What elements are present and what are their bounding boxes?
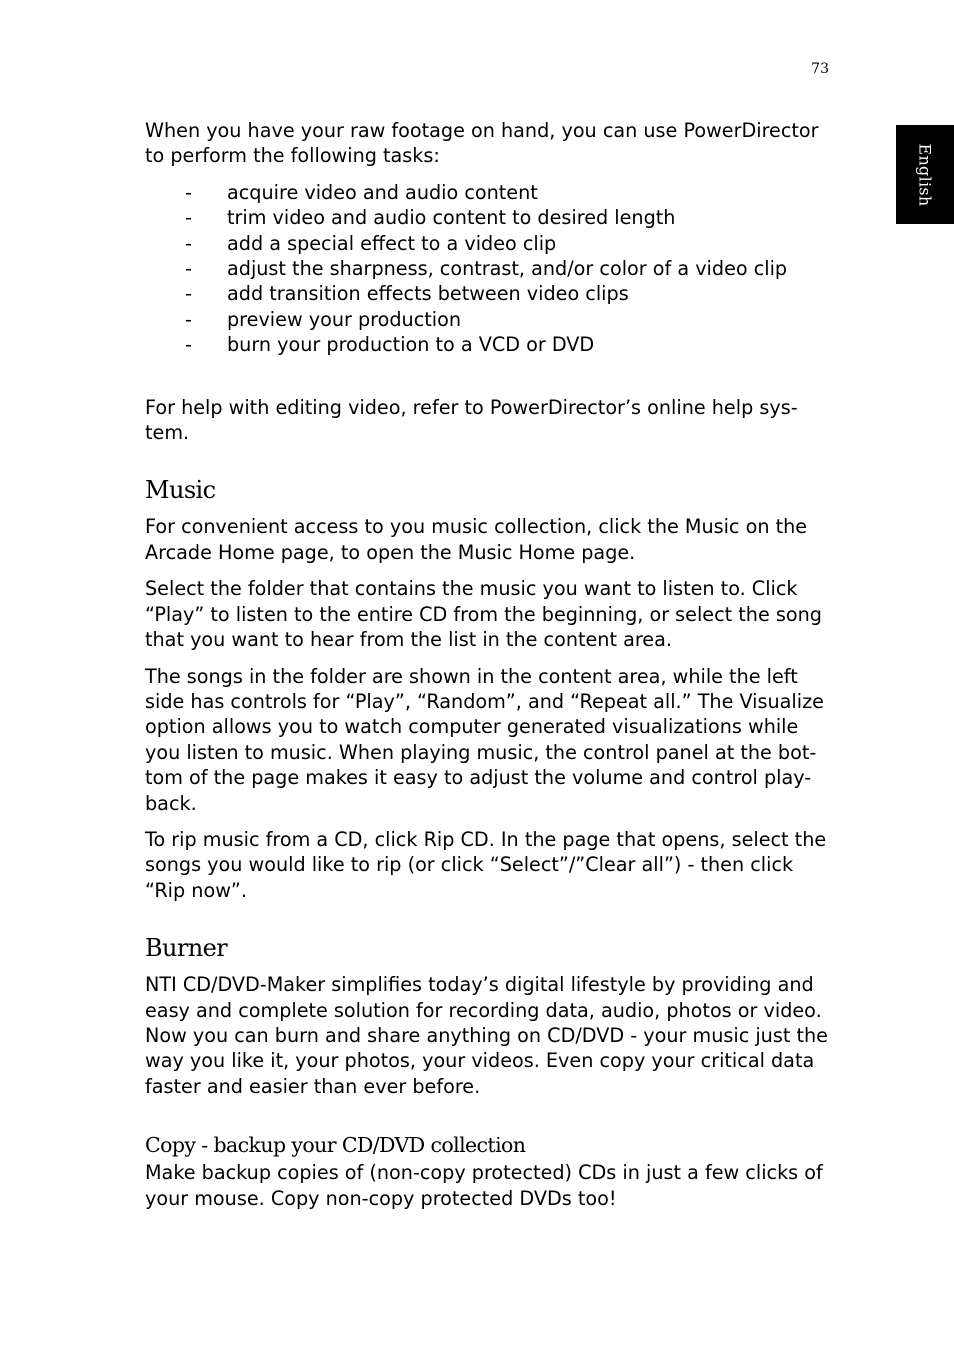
task-list xyxy=(145,180,830,358)
list-item: - burn your production to a VCD or DVD xyxy=(145,332,830,357)
intro-paragraph: When you have your raw footage on hand, you can use PowerDirector to perform the following tasks: xyxy=(145,119,819,168)
music-paragraph-2: Select the folder that contains the music you want to listen to. Click “Play” to listen to the entire CD from the beginning, or select the song that you want to hear from the list in the content area. xyxy=(145,577,822,652)
list-item: - add a special effect to a video clip xyxy=(145,231,830,256)
list-item: - adjust the sharpness, contrast, and/or color of a video clip xyxy=(145,256,830,281)
rip-cd-term: Rip CD xyxy=(423,827,489,851)
music-heading: Music xyxy=(145,476,216,505)
help-paragraph: For help with editing video, refer to PowerDirector’s online help sys-tem. xyxy=(145,395,798,445)
page-number: 73 xyxy=(811,61,829,77)
burner-paragraph: NTI CD/DVD-Maker simplifies today’s digital lifestyle by providing and easy and complete solution for recording data, audio, photos or video. Now you can burn and share anything on CD/DVD - your music just the way you like it, your photos, your videos. Even copy your critical data faster and easier than ever before. xyxy=(145,973,828,1098)
music-p4-text-end: . In the page that opens, select the songs you would like to rip (or click “Select”/”Clear all”) - then click “Rip now”. xyxy=(145,827,827,902)
language-tab-label: English xyxy=(915,142,935,207)
music-paragraph-4 xyxy=(145,827,830,903)
music-p1-text: For convenient access to you music collection, click the xyxy=(145,515,685,539)
music-p1-text-end: on the Arcade Home page, to open the Music Home page. xyxy=(145,515,808,564)
page-content xyxy=(145,118,830,1222)
burner-heading: Burner xyxy=(145,934,228,963)
music-paragraph-3: The songs in the folder are shown in the content area, while the left side has controls for “Play”, “Random”, and “Repeat all.” The Visualize option allows you to watch computer generated visualizations while you listen to music. When playing music, the control panel at the bot-tom of the page makes it easy to adjust the volume and control play-back. xyxy=(145,664,824,815)
list-item: - add transition effects between video clips xyxy=(145,281,830,306)
music-p4-text: To rip music from a CD, click xyxy=(145,827,424,851)
music-term: Music xyxy=(684,515,740,539)
copy-paragraph: Make backup copies of (non-copy protected) CDs in just a few clicks of your mouse. Copy non-copy protected DVDs too! xyxy=(145,1161,823,1210)
list-item: - acquire video and audio content xyxy=(145,180,830,205)
list-item: - trim video and audio content to desired length xyxy=(145,205,830,230)
copy-heading: Copy - backup your CD/DVD collection xyxy=(145,1133,526,1158)
music-paragraph-1 xyxy=(145,514,830,565)
list-item: - preview your production xyxy=(145,307,830,332)
language-tab xyxy=(896,125,954,224)
